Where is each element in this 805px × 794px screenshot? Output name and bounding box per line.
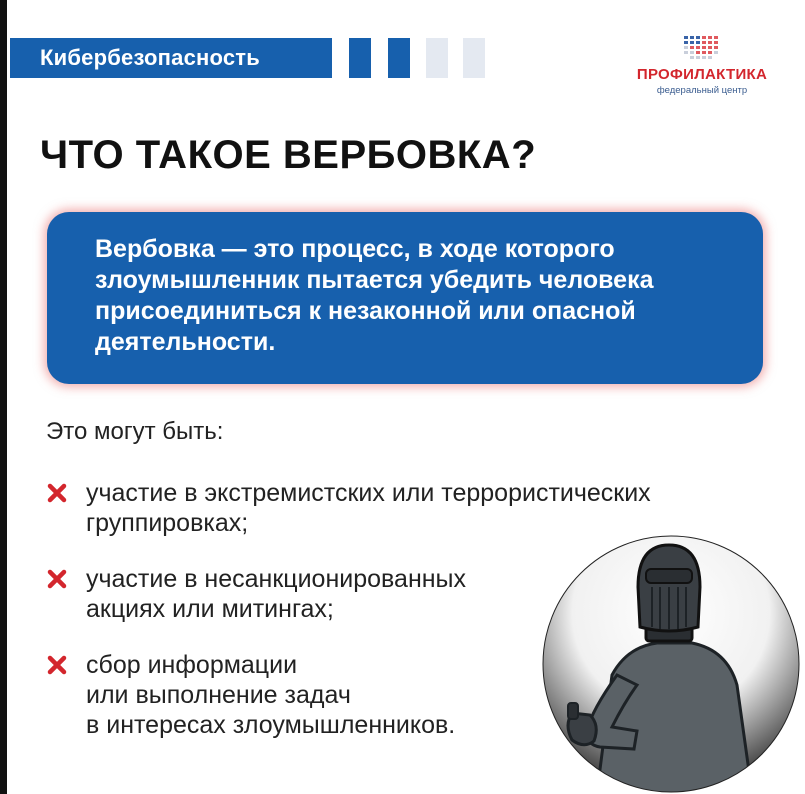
decor-bar: [463, 38, 485, 78]
logo: [622, 34, 782, 98]
decor-bar: [349, 38, 371, 78]
logo-grid-icon: [682, 34, 722, 62]
masked-man-illustration: [542, 535, 800, 793]
cross-icon: [46, 482, 68, 504]
category-tag: Кибербезопасность: [10, 38, 332, 78]
intro-text: Это могут быть:: [46, 418, 224, 445]
logo-name: ПРОФИЛАКТИКА: [636, 66, 768, 83]
logo-subtitle: федеральный центр: [656, 85, 748, 96]
cross-icon: [46, 654, 68, 676]
left-edge-border: [0, 0, 7, 794]
page-title: ЧТО ТАКОЕ ВЕРБОВКА?: [40, 133, 537, 177]
cross-icon: [46, 568, 68, 590]
list-item: [46, 478, 651, 538]
decor-bar: [426, 38, 448, 78]
definition-callout: Вербовка — это процесс, в ходе которого злоумышленник пытается убедить человека присоединиться к незаконной или опасной деятельности.: [47, 212, 763, 384]
list-item-text: участие в несанкционированных акциях или митингах;: [86, 565, 467, 623]
list-item-text: участие в экстремистских или террористических группировках;: [86, 479, 651, 537]
decor-bar: [388, 38, 410, 78]
list-item-text: сбор информации или выполнение задач в интересах злоумышленников.: [86, 651, 456, 739]
